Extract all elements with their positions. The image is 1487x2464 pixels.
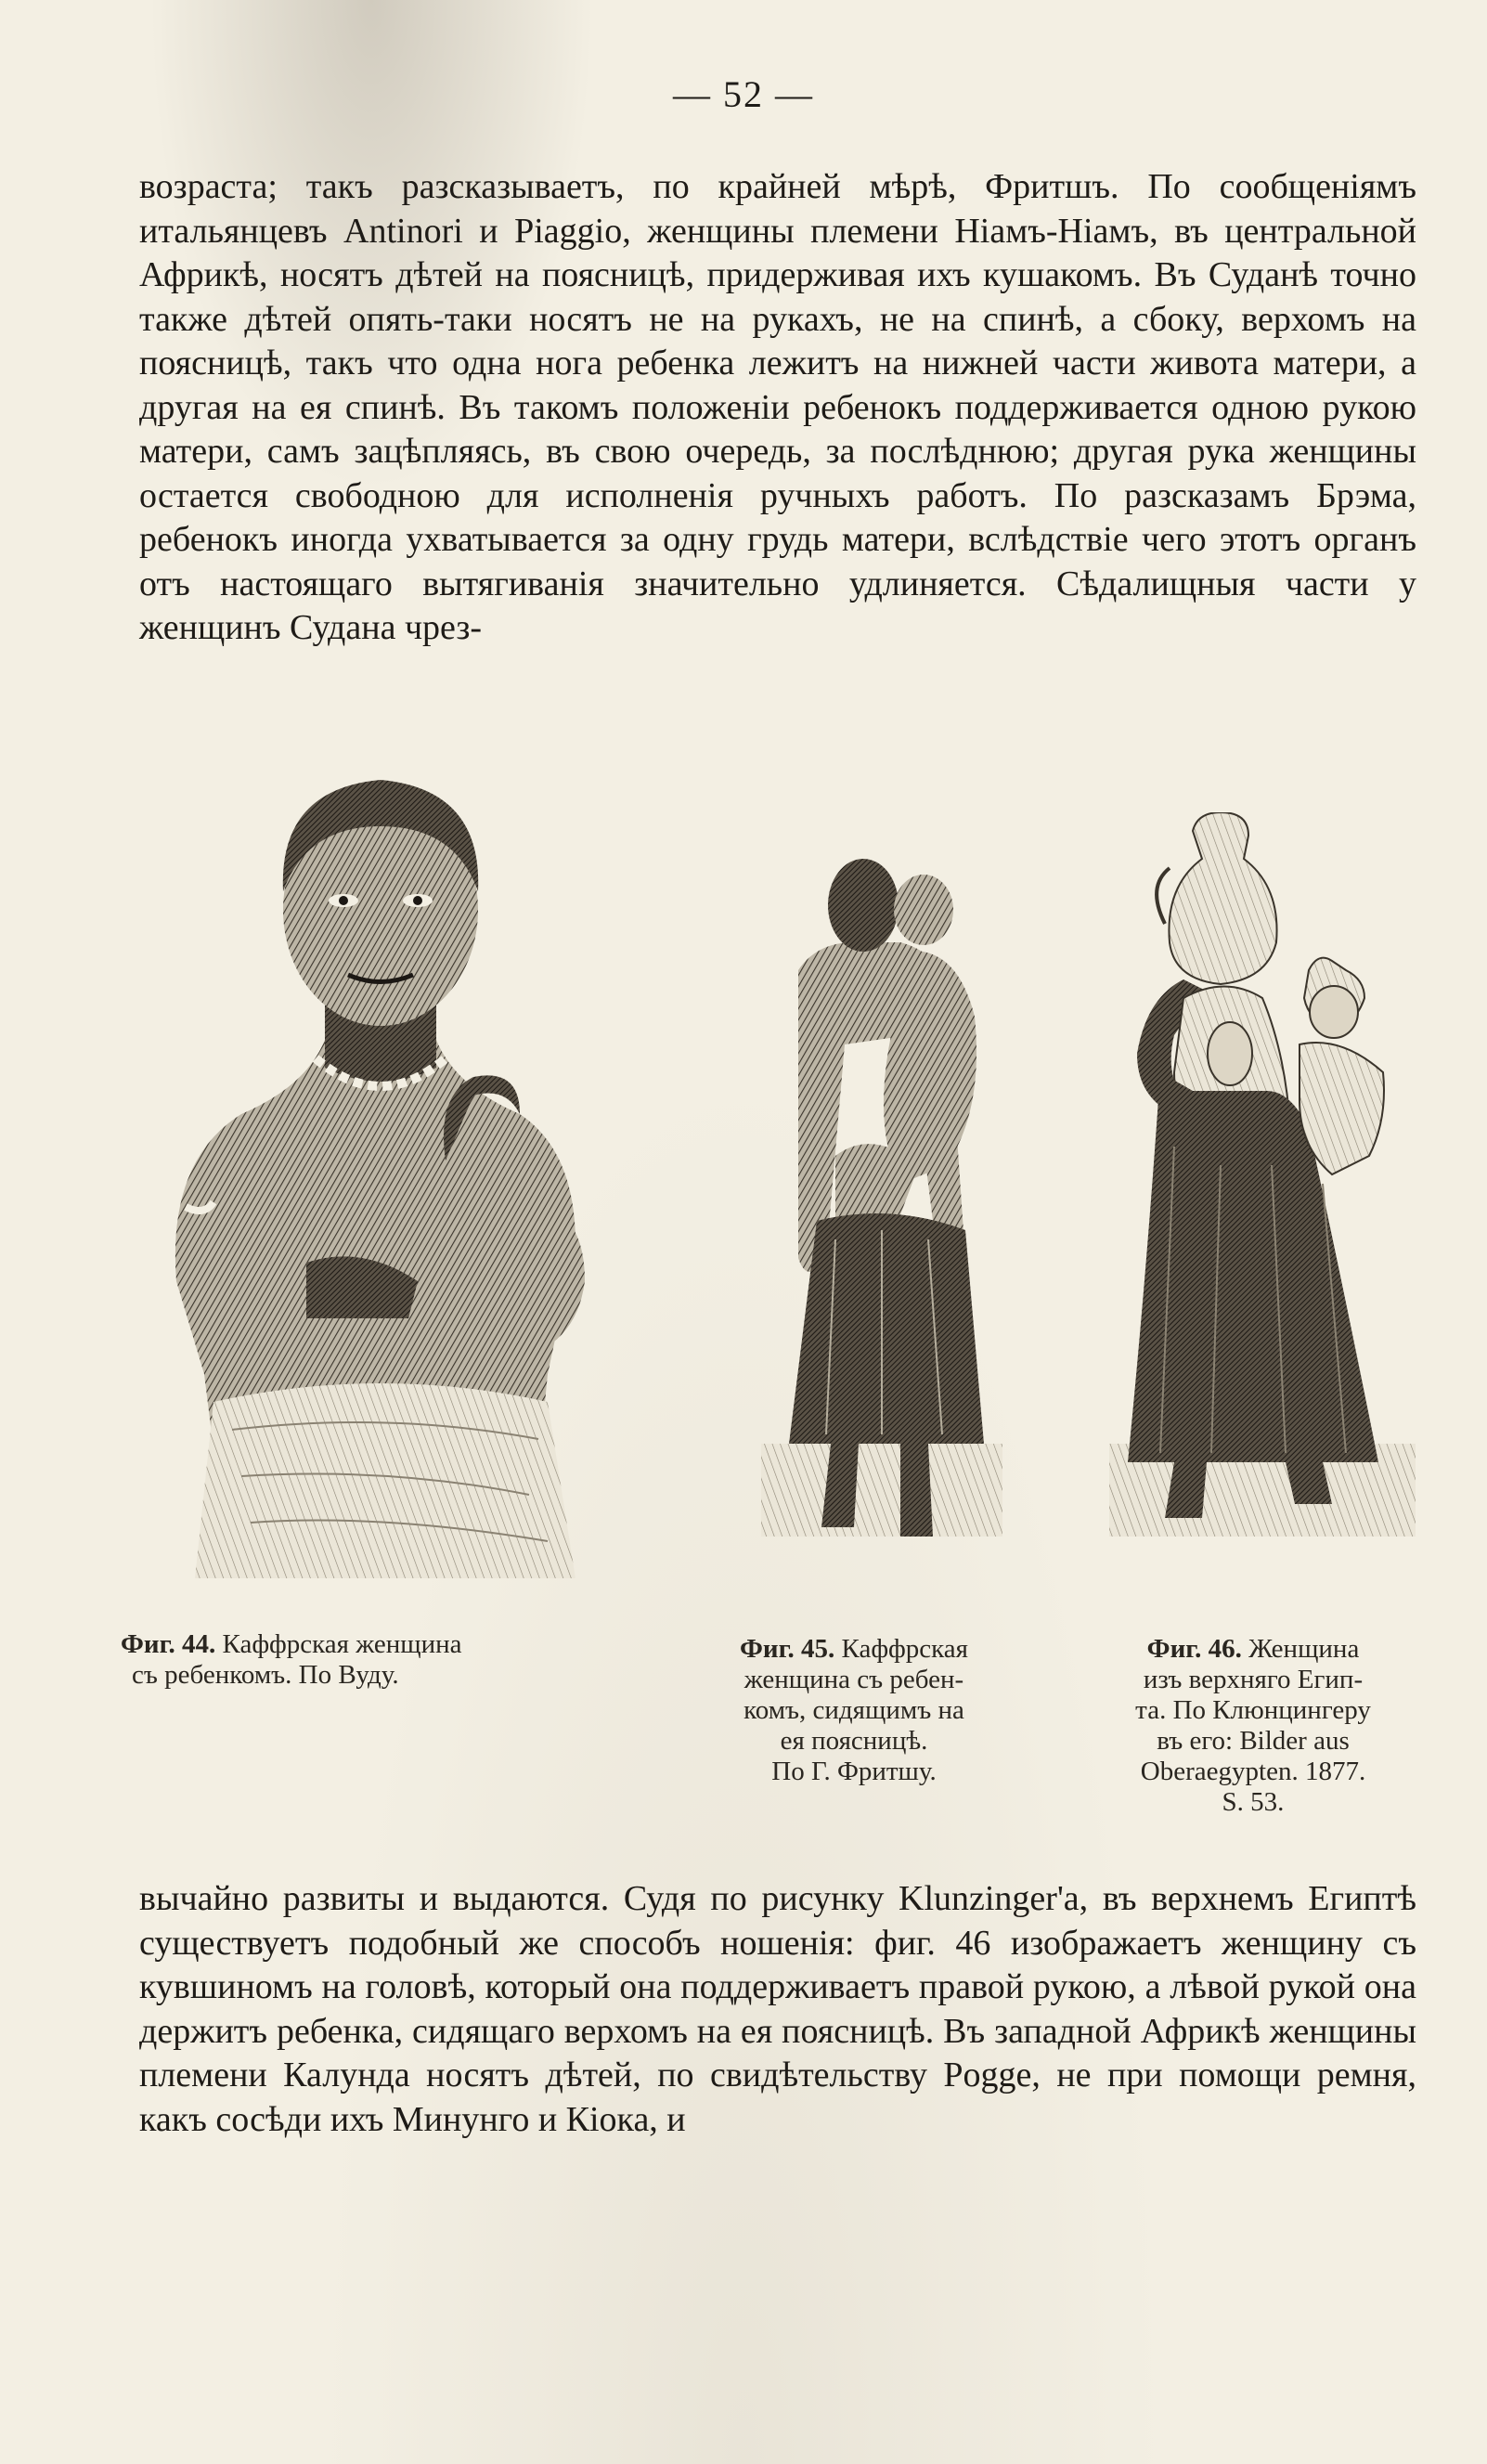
caption-line: съ ребенкомъ. По Вуду. xyxy=(132,1660,399,1690)
caption-line: женщина съ ребен- xyxy=(744,1665,964,1694)
caption-line: та. По Клюнцингеру xyxy=(1135,1695,1371,1725)
caption-line: Женщина xyxy=(1248,1634,1360,1664)
figure-44-engraving xyxy=(139,761,640,1597)
caption-line: Каффрская xyxy=(841,1634,968,1664)
paragraph: возраста; такъ разсказываетъ, по крайней мѣрѣ, Фритшъ. По сообщеніямъ итальянцевъ Antinori и Piaggio, женщины племени Ніамъ-Ніамъ, въ центральной Африкѣ, носятъ дѣтей на поясницѣ, придерживая ихъ кушакомъ. Въ Суданѣ точно также дѣтей опять-таки носятъ не на рукахъ, не на спинѣ, а сбоку, верхомъ на поясницѣ, такъ что одна нога ребенка лежитъ на нижней части живота матери, а другая на ея спинѣ. Въ такомъ положеніи ребенокъ поддерживается одною рукою матери, самъ зацѣпляясь, въ свою очередь, за послѣднюю; другая рука женщины остается свободною для исполненія ручныхъ работъ. По разсказамъ Брэма, ребенокъ иногда ухватывается за одну грудь матери, вслѣдствіе чего этотъ органъ отъ настоящаго вытягиванія значительно удлиняется. Сѣдалищныя части у женщинъ Судана чрез- xyxy=(139,167,1416,647)
caption-line: Oberaegypten. 1877. xyxy=(1140,1757,1366,1786)
caption-line: ея поясницѣ. xyxy=(780,1726,928,1756)
caption-line: въ его: Bilder aus xyxy=(1157,1726,1350,1756)
figure-45-engraving xyxy=(761,849,1002,1574)
body-text-bottom xyxy=(139,1877,1416,2142)
figure-label: Фиг. 46. xyxy=(1146,1634,1242,1664)
figure-44-caption xyxy=(121,1629,603,1691)
figure-46-caption xyxy=(1091,1634,1416,1818)
caption-line: S. 53. xyxy=(1222,1787,1285,1817)
figure-label: Фиг. 45. xyxy=(740,1634,835,1664)
figure-45-caption xyxy=(701,1634,1007,1787)
caption-line: Каффрская женщина xyxy=(222,1629,462,1659)
page-number: — 52 — xyxy=(673,73,814,115)
figure-46-engraving xyxy=(1109,812,1416,1583)
caption-line: комъ, сидящимъ на xyxy=(744,1695,964,1725)
figure-label: Фиг. 44. xyxy=(121,1629,216,1659)
paragraph: вычайно развиты и выдаются. Судя по рисунку Klunzinger'а, въ верхнемъ Египтѣ существуетъ подобный же способъ ношенія: фиг. 46 изображаетъ женщину съ кувшиномъ на головѣ, который она поддерживаетъ правой рукою, а лѣвой рукой она держитъ ребенка, сидящаго верхомъ на ея поясницѣ. Въ западной Африкѣ женщины племени Калунда носятъ дѣтей, по свидѣтельству Pogge, не при помощи ремня, какъ сосѣди ихъ Минунго и Кіока, и xyxy=(139,1879,1416,2139)
caption-line: По Г. Фритшу. xyxy=(771,1757,937,1786)
body-text-top xyxy=(139,165,1416,651)
caption-line: изъ верхняго Егип- xyxy=(1143,1665,1364,1694)
